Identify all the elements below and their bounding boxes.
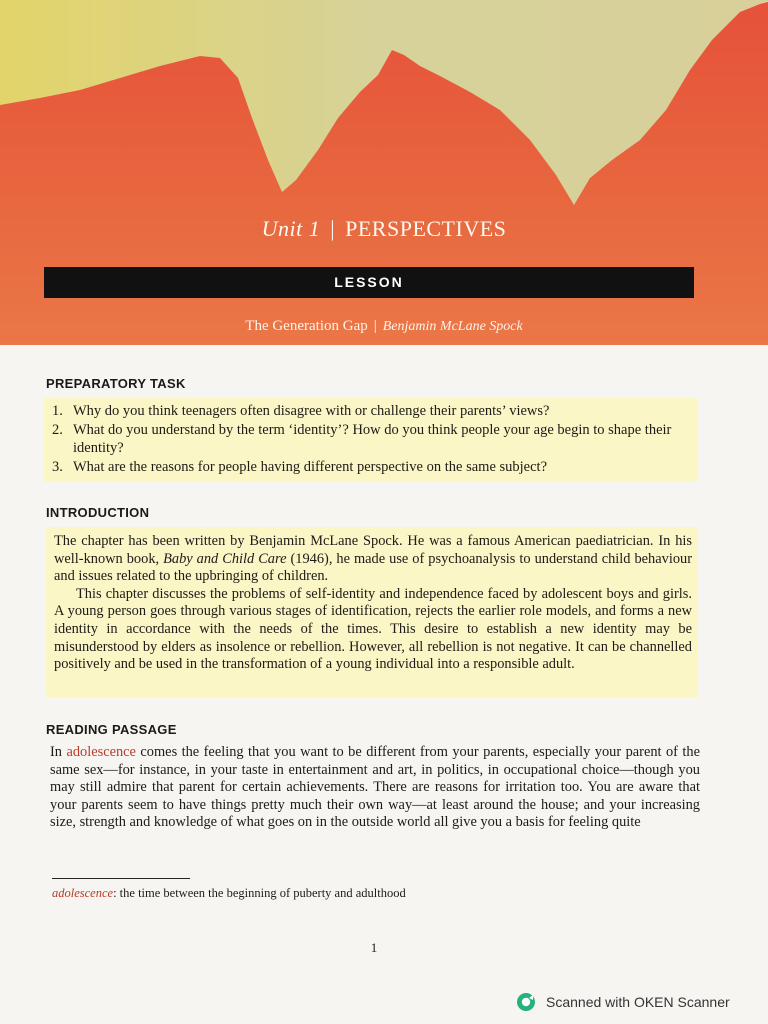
scanner-text: Scanned with OKEN Scanner: [546, 994, 730, 1010]
introduction-text: [54, 533, 692, 674]
introduction-paragraph: The chapter has been written by Benjamin McLane Spock. He was a famous American paediatrician. In his well-known book, Baby and Child Care (1946), he made use of psychoanalysis to understand child behaviour and issues related to the upbringing of children.: [54, 533, 693, 585]
book-title: Baby and Child Care: [163, 550, 287, 567]
reading-heading: READING PASSAGE: [46, 722, 177, 737]
footnote: [52, 886, 406, 901]
oken-logo-icon: [516, 992, 536, 1012]
unit-heading: [0, 216, 768, 242]
lesson-bar: LESSON: [44, 267, 694, 298]
list-item: 2. What do you understand by the term ‘identity’? How do you think people your age begin to shape their identity?: [52, 421, 672, 456]
unit-name: PERSPECTIVES: [345, 216, 507, 241]
list-item: 1. Why do you think teenagers often disagree with or challenge their parents’ views?: [52, 403, 550, 419]
preparatory-heading: PREPARATORY TASK: [46, 376, 186, 391]
footnote-divider: [52, 878, 190, 879]
chapter-separator: |: [373, 318, 377, 334]
unit-banner: [0, 0, 768, 345]
chapter-title: The Generation Gap: [245, 318, 368, 334]
unit-separator: |: [330, 216, 336, 241]
list-item: 3. What are the reasons for people having different perspective on the same subject?: [52, 458, 548, 475]
introduction-paragraph: This chapter discusses the problems of self-identity and independence faced by adolescent boys and girls. A young person goes through various stages of identification, rejects the earlier role models, and forms a new identity in accordance with the needs of the times. This desire to establish a new identity may be misunderstood by elders as insolence or rebellion. However, all rebellion is not negative. It can be channelled positively and be used in the transformation of a young individual into a responsible adult.: [54, 585, 692, 673]
preparatory-list: [50, 402, 700, 476]
chapter-author: Benjamin McLane Spock: [382, 319, 523, 334]
unit-number: Unit 1: [261, 216, 321, 241]
footnote-definition: : the time between the beginning of puberty and adulthood: [113, 886, 406, 900]
footnote-term: adolescence: [52, 886, 114, 900]
scanner-watermark: [516, 991, 730, 1013]
chapter-byline: [0, 318, 768, 335]
reading-passage: In adolescence comes the feeling that you want to be different from your parents, especially your parent of the same sex—for instance, in your taste in entertainment and art, in politics, in occupational choice—though you may still admire that parent for certain achievements. There are reasons for irritation too. You are aware that your parents seem to have things pretty much their own way—at least around the house; and your increasing size, strength and knowledge of what goes on in the outside world all give you a basis for feeling quite: [50, 744, 700, 831]
introduction-heading: INTRODUCTION: [46, 505, 150, 520]
glossary-term-link[interactable]: adolescence: [66, 744, 136, 760]
page-number: 1: [370, 940, 378, 955]
